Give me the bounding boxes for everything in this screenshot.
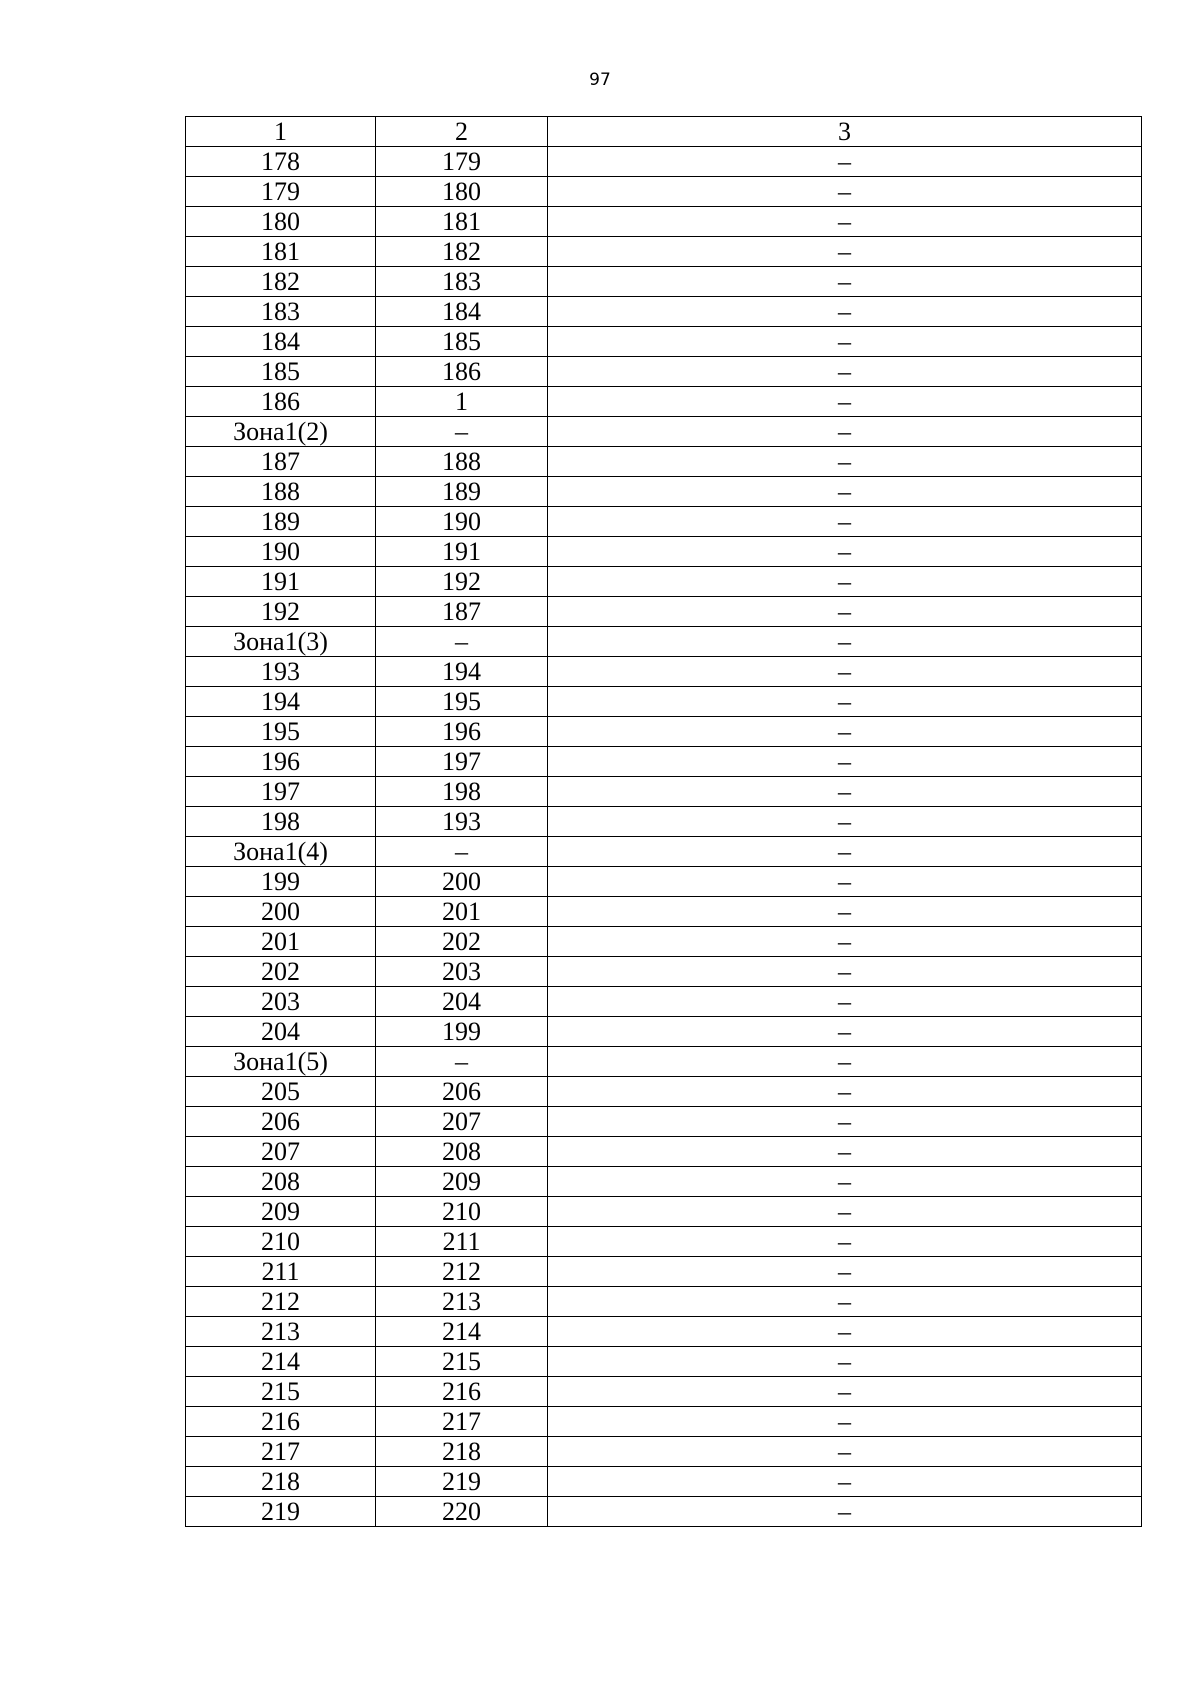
table-cell-col-3: – [548,807,1142,837]
table-row [186,1077,1142,1107]
table-cell-col-1: 200 [186,897,376,927]
table-cell-col-1: 205 [186,1077,376,1107]
table-cell-col-1: 193 [186,657,376,687]
table-cell-col-2: 192 [376,567,548,597]
table-row [186,987,1142,1017]
table-cell-col-1: 206 [186,1107,376,1137]
table-row [186,567,1142,597]
table-cell-col-3: – [548,897,1142,927]
table-cell-col-1: 217 [186,1437,376,1467]
table-cell-col-2: – [376,417,548,447]
table-cell-col-2: 217 [376,1407,548,1437]
table-cell-col-3: – [548,1377,1142,1407]
table-row [186,1257,1142,1287]
table-cell-col-2: 202 [376,927,548,957]
table-cell-col-3: – [548,1257,1142,1287]
table-row [186,477,1142,507]
table-cell-col-3: – [548,357,1142,387]
table-cell-col-3: – [548,1317,1142,1347]
table-cell-col-3: – [548,927,1142,957]
table-row [186,747,1142,777]
page-number: 97 [589,70,611,90]
table-cell-col-2: 181 [376,207,548,237]
table-cell-col-2: 204 [376,987,548,1017]
table-cell-col-3: – [548,237,1142,267]
table-row [186,267,1142,297]
table-cell-col-2: – [376,627,548,657]
table-header-row [186,117,1142,147]
table-row [186,237,1142,267]
table-row [186,1167,1142,1197]
table-cell-col-3: – [548,1227,1142,1257]
table-cell-col-1: 214 [186,1347,376,1377]
table-cell-col-3: – [548,957,1142,987]
table-cell-col-2: 214 [376,1317,548,1347]
table-cell-col-2: 197 [376,747,548,777]
table-row [186,1137,1142,1167]
table-cell-col-3: – [548,837,1142,867]
table-cell-col-1: 183 [186,297,376,327]
table-cell-col-2: 190 [376,507,548,537]
table-cell-col-1: 181 [186,237,376,267]
table-cell-col-2: 188 [376,447,548,477]
table-cell-col-3: – [548,717,1142,747]
table-cell-col-2: 219 [376,1467,548,1497]
table-cell-col-3: – [548,417,1142,447]
table-row [186,1317,1142,1347]
table-cell-col-3: – [548,1407,1142,1437]
table-row [186,837,1142,867]
table-cell-col-1: 189 [186,507,376,537]
table-row [186,1107,1142,1137]
table-cell-col-1: 184 [186,327,376,357]
data-table [185,116,1142,1527]
header-cell-1: 1 [186,117,376,147]
table-row [186,1467,1142,1497]
table-cell-col-3: – [548,507,1142,537]
table-cell-col-2: 200 [376,867,548,897]
table-cell-col-1: Зона1(3) [186,627,376,657]
table-row [186,1347,1142,1377]
table-cell-col-2: 212 [376,1257,548,1287]
table-row [186,417,1142,447]
table-cell-col-1: 182 [186,267,376,297]
table-cell-col-2: 198 [376,777,548,807]
table-cell-col-3: – [548,207,1142,237]
table-row [186,1377,1142,1407]
table-cell-col-1: 178 [186,147,376,177]
table-row [186,807,1142,837]
table-cell-col-2: 193 [376,807,548,837]
table-cell-col-1: 208 [186,1167,376,1197]
table-cell-col-2: 216 [376,1377,548,1407]
table-cell-col-1: 213 [186,1317,376,1347]
table-cell-col-2: 206 [376,1077,548,1107]
table-row [186,357,1142,387]
table-row [186,897,1142,927]
table-cell-col-1: 215 [186,1377,376,1407]
table-cell-col-2: 196 [376,717,548,747]
table-cell-col-3: – [548,987,1142,1017]
table-cell-col-1: 187 [186,447,376,477]
table-cell-col-2: 209 [376,1167,548,1197]
table-cell-col-2: 194 [376,657,548,687]
table-cell-col-3: – [548,777,1142,807]
table-cell-col-3: – [548,297,1142,327]
table-cell-col-2: 191 [376,537,548,567]
table-row [186,297,1142,327]
table-row [186,207,1142,237]
table-row [186,867,1142,897]
table-cell-col-1: 216 [186,1407,376,1437]
table-cell-col-2: 199 [376,1017,548,1047]
table-cell-col-1: 211 [186,1257,376,1287]
table-cell-col-2: 1 [376,387,548,417]
table-cell-col-2: 185 [376,327,548,357]
table-cell-col-3: – [548,267,1142,297]
table-cell-col-3: – [548,327,1142,357]
table-cell-col-1: 219 [186,1497,376,1527]
table-row [186,717,1142,747]
table-row [186,1287,1142,1317]
table-cell-col-3: – [548,1167,1142,1197]
table-cell-col-2: 213 [376,1287,548,1317]
table-row [186,1407,1142,1437]
table-cell-col-3: – [548,1137,1142,1167]
table-cell-col-3: – [548,687,1142,717]
table-row [186,177,1142,207]
table-cell-col-1: 198 [186,807,376,837]
table-cell-col-1: Зона1(4) [186,837,376,867]
table-cell-col-1: 190 [186,537,376,567]
table-row [186,657,1142,687]
table-cell-col-1: 191 [186,567,376,597]
table-cell-col-1: 196 [186,747,376,777]
table-cell-col-3: – [548,747,1142,777]
table-cell-col-2: 211 [376,1227,548,1257]
table-cell-col-1: 207 [186,1137,376,1167]
table-cell-col-3: – [548,477,1142,507]
table-cell-col-3: – [548,1437,1142,1467]
table-cell-col-3: – [548,387,1142,417]
table-cell-col-3: – [548,627,1142,657]
table-cell-col-3: – [548,1197,1142,1227]
table-row [186,1197,1142,1227]
table-cell-col-1: 195 [186,717,376,747]
table-cell-col-3: – [548,1347,1142,1377]
table-cell-col-2: 220 [376,1497,548,1527]
table-cell-col-1: 192 [186,597,376,627]
table-row [186,687,1142,717]
table-cell-col-1: 180 [186,207,376,237]
table-row [186,1047,1142,1077]
header-cell-2: 2 [376,117,548,147]
table-cell-col-3: – [548,867,1142,897]
table-cell-col-1: 203 [186,987,376,1017]
table-cell-col-3: – [548,447,1142,477]
table-row [186,1497,1142,1527]
table-cell-col-2: 182 [376,237,548,267]
table-body [186,117,1142,1527]
table-row [186,627,1142,657]
table-cell-col-1: Зона1(2) [186,417,376,447]
table-row [186,957,1142,987]
table-cell-col-2: 186 [376,357,548,387]
table-cell-col-1: 212 [186,1287,376,1317]
table-cell-col-3: – [548,177,1142,207]
table-cell-col-1: 209 [186,1197,376,1227]
table-cell-col-2: – [376,837,548,867]
table-row [186,507,1142,537]
table-cell-col-1: 179 [186,177,376,207]
table-cell-col-3: – [548,537,1142,567]
table-cell-col-1: 194 [186,687,376,717]
table-cell-col-2: 215 [376,1347,548,1377]
table-cell-col-3: – [548,1017,1142,1047]
table-cell-col-3: – [548,597,1142,627]
header-cell-3: 3 [548,117,1142,147]
table-cell-col-1: 199 [186,867,376,897]
table-cell-col-2: 179 [376,147,548,177]
table-cell-col-3: – [548,147,1142,177]
table-cell-col-2: 187 [376,597,548,627]
table-row [186,1227,1142,1257]
table-row [186,597,1142,627]
table-cell-col-3: – [548,1077,1142,1107]
table-row [186,777,1142,807]
table-cell-col-3: – [548,567,1142,597]
table-cell-col-1: 201 [186,927,376,957]
table-cell-col-1: 197 [186,777,376,807]
table-row [186,927,1142,957]
table-cell-col-2: 203 [376,957,548,987]
table-cell-col-2: 207 [376,1107,548,1137]
table-cell-col-1: 210 [186,1227,376,1257]
table-row [186,447,1142,477]
table-cell-col-2: 180 [376,177,548,207]
table-cell-col-2: 184 [376,297,548,327]
table-row [186,1437,1142,1467]
table-row [186,537,1142,567]
table-cell-col-3: – [548,657,1142,687]
table-cell-col-1: Зона1(5) [186,1047,376,1077]
table-row [186,327,1142,357]
table-cell-col-3: – [548,1047,1142,1077]
table-cell-col-3: – [548,1107,1142,1137]
table-row [186,387,1142,417]
table-row [186,147,1142,177]
table-cell-col-3: – [548,1287,1142,1317]
table-cell-col-1: 185 [186,357,376,387]
table-cell-col-1: 204 [186,1017,376,1047]
table-cell-col-2: – [376,1047,548,1077]
table-cell-col-2: 208 [376,1137,548,1167]
table-cell-col-2: 201 [376,897,548,927]
table-cell-col-3: – [548,1497,1142,1527]
table-row [186,1017,1142,1047]
table-cell-col-2: 195 [376,687,548,717]
table-cell-col-2: 183 [376,267,548,297]
table-cell-col-2: 210 [376,1197,548,1227]
table-cell-col-1: 218 [186,1467,376,1497]
table-cell-col-2: 189 [376,477,548,507]
table-cell-col-1: 202 [186,957,376,987]
table-cell-col-2: 218 [376,1437,548,1467]
table-cell-col-1: 186 [186,387,376,417]
table-cell-col-3: – [548,1467,1142,1497]
table-cell-col-1: 188 [186,477,376,507]
